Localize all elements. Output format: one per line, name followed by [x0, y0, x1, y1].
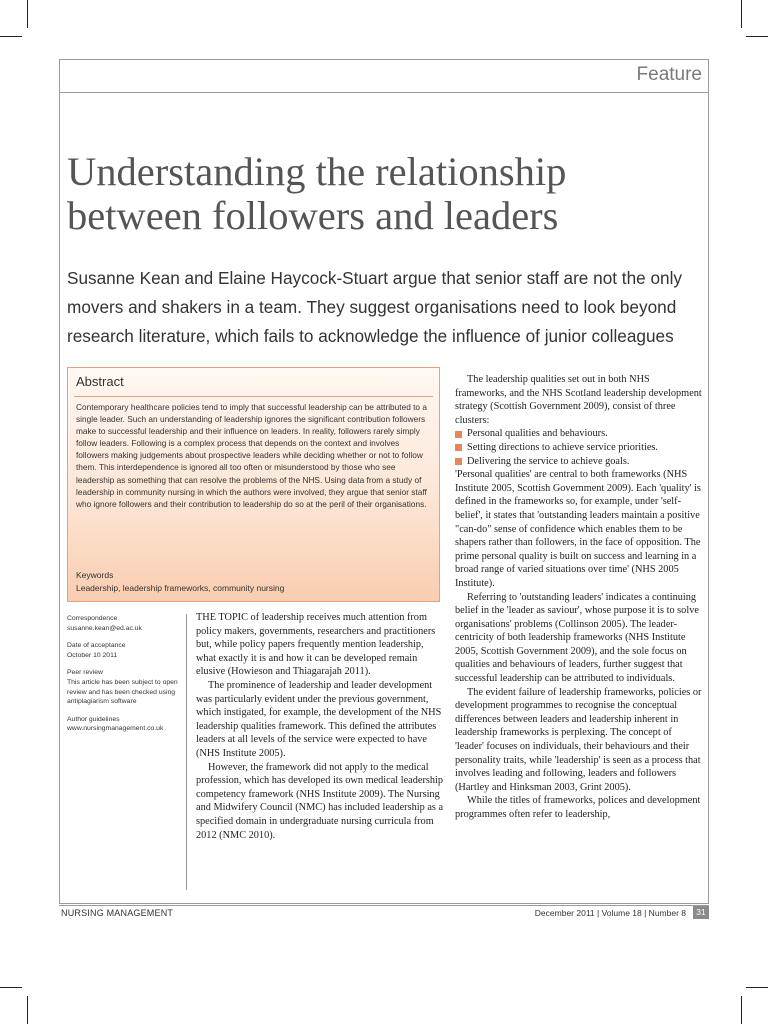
- crop-mark: [27, 0, 28, 28]
- body-column-2: [455, 373, 703, 822]
- journal-name: NURSING MANAGEMENT: [61, 908, 174, 918]
- correspondence-label: Correspondence: [67, 615, 118, 622]
- crop-mark: [741, 996, 742, 1024]
- crop-mark: [746, 36, 768, 37]
- body-paragraph: While the titles of frameworks, polices and development programmes often refer to leadership,: [455, 795, 701, 820]
- bullet-text: Setting directions to achieve service priorities.: [467, 441, 659, 453]
- body-paragraph: Referring to 'outstanding leaders' indicates a continuing belief in the 'leader as saviour', whose purpose it is to solve organisations' problems (Collinson 2005). The leader-centricity of both leadership frameworks (NHS Institute 2005, Scottish Government 2009), and the sole focus on qualities and behaviours of leaders, further suggest that successful leadership can be attributed to individuals.: [455, 591, 699, 685]
- body-column-1: [196, 611, 444, 842]
- crop-mark: [27, 996, 28, 1024]
- section-label: Feature: [636, 64, 702, 85]
- article-info-sidebar: [67, 614, 179, 742]
- body-paragraph: The prominence of leadership and leader development was particularly evident under the previous government, which instigated, for example, the development of the NHS leadership qualities framework. This defined the attributes leaders at all levels of the service were expected to have (NHS Institute 2005).: [196, 679, 442, 759]
- crop-mark: [746, 987, 768, 988]
- body-paragraph: The leadership qualities set out in both NHS frameworks, and the NHS Scotland leadership development strategy (Scottish Government 2009), consist of three clusters:: [455, 374, 702, 426]
- bullet-text: Personal qualities and behaviours.: [467, 428, 608, 440]
- acceptance-label: Date of acceptance: [67, 642, 126, 650]
- bullet-square-icon: [455, 431, 462, 438]
- correspondence-email[interactable]: susanne.kean@ed.ac.uk: [67, 624, 142, 632]
- crop-mark: [0, 987, 22, 988]
- keywords-heading: Keywords: [76, 570, 114, 580]
- body-paragraph: The evident failure of leadership frameworks, policies or development programmes to recognise the conceptual differences between leaders and leadership inherent in leadership frameworks is perplexing. The concept of 'leader' focuses on individuals, their behaviours and their personality traits, while 'leadership' is seen as a process that involves leading and following, leaders and followers (Hartley and Hinksman 2003, Grint 2005).: [455, 686, 702, 793]
- peer-review-text: This article has been subject to open review and has been checked using antiplagiarism software: [67, 678, 178, 706]
- issue-info: December 2011 | Volume 18 | Number 8: [534, 908, 686, 918]
- body-paragraph: However, the framework did not apply to the medical profession, which has developed its own medical leadership competency framework (NHS Institute 2009). The Nursing and Midwifery Council (NMC) has included leadership as a specified domain in undergraduate nursing curricula from 2012 (NMC 2010).: [196, 761, 444, 841]
- column-divider: [186, 614, 187, 890]
- bullet-square-icon: [455, 458, 462, 465]
- body-paragraph: THE TOPIC of leadership receives much attention from policy makers, governments, researchers and practitioners but, while policy papers frequently mention leadership, what exactly it is and how it can be developed remain elusive (Howieson and Thiagarajah 2011).: [196, 612, 436, 678]
- page-number: 31: [693, 906, 709, 919]
- bullet-item: [455, 427, 703, 441]
- guidelines-label: Author guidelines: [67, 715, 120, 723]
- header-rule: [59, 92, 709, 93]
- abstract-heading: Abstract: [76, 374, 124, 389]
- footer-rule: [59, 905, 709, 906]
- bullet-item: [455, 455, 703, 469]
- guidelines-link[interactable]: www.nursingmanagement.co.uk: [67, 725, 164, 733]
- standfirst: Susanne Kean and Elaine Haycock-Stuart argue that senior staff are not the only movers and shakers in a team. They suggest organisations need to look beyond research literature, which fails to acknowledge the influence of junior colleagues: [67, 268, 682, 346]
- peer-review-label: Peer review: [67, 669, 103, 677]
- abstract-rule: [74, 396, 433, 397]
- bullet-item: [455, 441, 703, 455]
- acceptance-date: October 10 2011: [67, 651, 118, 659]
- body-paragraph: 'Personal qualities' are central to both frameworks (NHS Institute 2005, Scottish Government 2009). Each 'quality' is defined in the frameworks so, for example, under 'self-belief', it states that 'outstanding leaders maintain a positive "can-do" sense of confidence which enables them to be shapers rather than followers, in the face of opposition. The prime personal quality is built on success and learning in a broad range of varied situations over time' (NHS 2005 Institute).: [455, 469, 701, 589]
- crop-mark: [0, 36, 22, 37]
- abstract-text: Contemporary healthcare policies tend to imply that successful leadership can be attributed to a single leader. Such an understanding of leadership ignores the significant contribution followers make to successful leadership and their influence on leaders. In reality, followers rarely simply follow leaders. Following is a complex process that depends on the context and involves followers making judgements about prospective leaders while deciding whether or not to follow them. This interdependence is ignored all too often or misunderstood by those who see leadership as something that can resolve the problems of the NHS. Using data from a study of leadership in community nursing in which the authors were involved, they argue that senior staff who ignore followers and their contribution to leadership do so at the peril of their organisations.: [76, 402, 427, 509]
- bullet-text: Delivering the service to achieve goals.: [467, 455, 630, 467]
- keywords-text: Leadership, leadership frameworks, community nursing: [76, 583, 285, 593]
- article-title: Understanding the relationship between followers and leaders: [67, 149, 567, 238]
- abstract-box: [67, 367, 440, 602]
- crop-mark: [741, 0, 742, 28]
- bullet-square-icon: [455, 444, 462, 451]
